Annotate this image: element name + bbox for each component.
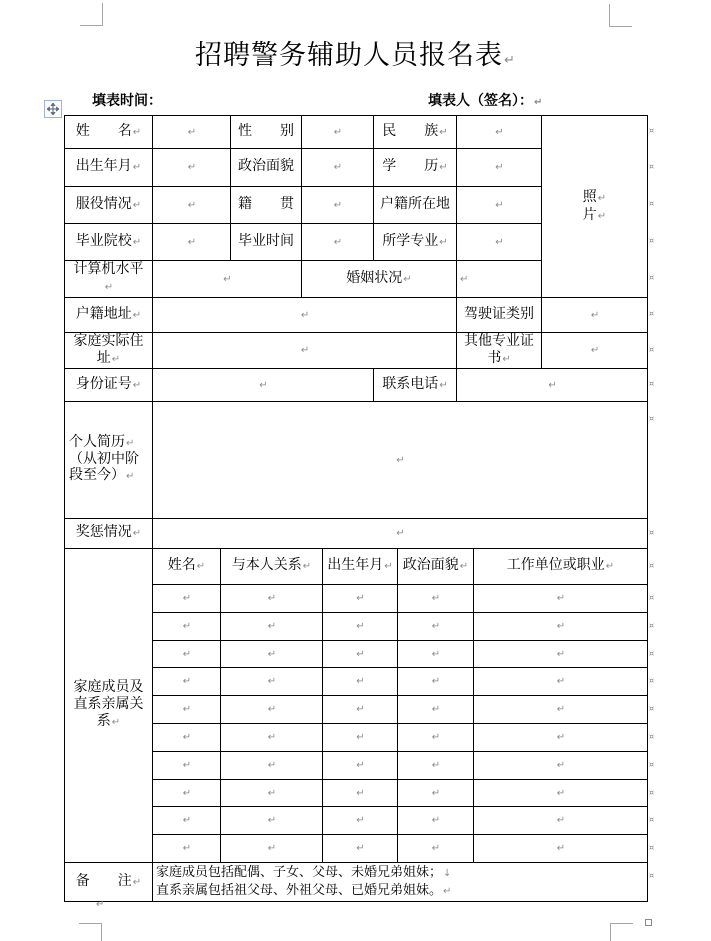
field-label-actual-address: 家庭实际住址↵: [65, 333, 153, 369]
field-label-other-certificates: 其他专业证书↵: [457, 333, 542, 369]
family-relation-cell[interactable]: ↵: [221, 668, 323, 696]
table-row: [65, 519, 648, 549]
family-name-cell[interactable]: ↵: [153, 723, 221, 751]
family-birth-cell[interactable]: ↵: [323, 723, 398, 751]
family-relation-cell[interactable]: ↵: [221, 640, 323, 668]
family-birth-cell[interactable]: ↵: [323, 612, 398, 640]
field-value-household-location[interactable]: ↵: [457, 187, 542, 224]
family-work-cell[interactable]: ↵: [474, 779, 648, 807]
field-label-driver-license: 驾驶证类别: [457, 298, 542, 333]
table-row: [65, 116, 648, 149]
family-political-cell[interactable]: ↵: [398, 640, 474, 668]
field-label-native-place: 籍 贯: [231, 187, 302, 224]
page-margin-mark-top-right: [609, 4, 632, 27]
family-col-header-relation: 与本人关系↵: [221, 549, 323, 585]
page-margin-mark-bottom-left: [79, 923, 102, 941]
page-title: 招聘警务辅助人员报名表↵: [195, 40, 516, 70]
field-label-graduate-school: 毕业院校↵: [65, 224, 153, 261]
remarks-content: 家庭成员包括配偶、子女、父母、未婚兄弟姐妹；↓ 直系亲属包括祖父母、外祖父母、已婚兄弟姐妹。↵: [153, 862, 648, 901]
registration-form-table: [64, 115, 648, 902]
field-value-name[interactable]: ↵: [153, 116, 231, 149]
family-political-cell[interactable]: ↵: [398, 835, 474, 863]
family-row: [65, 640, 648, 668]
family-col-header-birth: 出生年月↵: [323, 549, 398, 585]
family-work-cell[interactable]: ↵: [474, 751, 648, 779]
family-row: [65, 807, 648, 835]
field-label-resume: 个人简历↵ （从初中阶段至今）↵: [65, 402, 153, 519]
field-value-marital-status[interactable]: ↵: [457, 261, 542, 298]
field-label-education: 学 历↵: [374, 149, 457, 187]
field-label-phone: 联系电话↵: [374, 369, 457, 402]
field-value-phone[interactable]: ↵: [457, 369, 648, 402]
family-name-cell[interactable]: ↵: [153, 779, 221, 807]
family-name-cell[interactable]: ↵: [153, 807, 221, 835]
family-political-cell[interactable]: ↵: [398, 751, 474, 779]
filler-signature-label: 填表人（签名）：↵: [428, 92, 543, 108]
family-relation-cell[interactable]: ↵: [221, 696, 323, 724]
field-value-gender[interactable]: ↵: [302, 116, 374, 149]
family-name-cell[interactable]: ↵: [153, 696, 221, 724]
family-work-cell[interactable]: ↵: [474, 612, 648, 640]
table-row: [65, 862, 648, 901]
field-value-household-address[interactable]: ↵: [153, 298, 457, 333]
field-value-birth-date[interactable]: ↵: [153, 149, 231, 187]
field-value-military-service[interactable]: ↵: [153, 187, 231, 224]
after-table-pilcrow: ↵: [96, 899, 105, 910]
family-work-cell[interactable]: ↵: [474, 723, 648, 751]
field-label-computer-level: 计算机水平↵: [65, 261, 153, 298]
family-work-cell[interactable]: ↵: [474, 585, 648, 613]
table-row: [65, 369, 648, 402]
family-relation-cell[interactable]: ↵: [221, 723, 323, 751]
field-label-ethnicity: 民 族↵: [374, 116, 457, 149]
family-birth-cell[interactable]: ↵: [323, 696, 398, 724]
family-name-cell[interactable]: ↵: [153, 640, 221, 668]
family-birth-cell[interactable]: ↵: [323, 807, 398, 835]
field-label-military-service: 服役情况↵: [65, 187, 153, 224]
field-value-computer-level[interactable]: ↵: [153, 261, 302, 298]
family-col-header-work: 工作单位或职业↵: [474, 549, 648, 585]
family-political-cell[interactable]: ↵: [398, 723, 474, 751]
family-relation-cell[interactable]: ↵: [221, 751, 323, 779]
field-label-major: 所学专业↵: [374, 224, 457, 261]
family-name-cell[interactable]: ↵: [153, 585, 221, 613]
family-birth-cell[interactable]: ↵: [323, 640, 398, 668]
form-section-basic: [64, 115, 648, 298]
field-label-political-status: 政治面貌: [231, 149, 302, 187]
family-relation-cell[interactable]: ↵: [221, 585, 323, 613]
field-label-household-address: 户籍地址↵: [65, 298, 153, 333]
field-value-rewards-punishments[interactable]: ↵: [153, 519, 648, 549]
family-work-cell[interactable]: ↵: [474, 640, 648, 668]
field-value-graduate-school[interactable]: ↵: [153, 224, 231, 261]
line-break-mark: ↓: [443, 867, 452, 879]
fill-time-label: 填表时间：: [92, 92, 162, 108]
family-relation-cell[interactable]: ↵: [221, 612, 323, 640]
family-birth-cell[interactable]: ↵: [323, 835, 398, 863]
family-name-cell[interactable]: ↵: [153, 751, 221, 779]
family-birth-cell[interactable]: ↵: [323, 779, 398, 807]
field-label-family-section: 家庭成员及直系亲属关系↵: [65, 549, 153, 863]
field-label-graduation-time: 毕业时间: [231, 224, 302, 261]
field-label-remarks: 备 注↵: [65, 862, 153, 901]
field-value-driver-license[interactable]: ↵: [542, 298, 648, 333]
table-resize-handle[interactable]: [645, 919, 652, 926]
field-label-birth-date: 出生年月↵: [65, 149, 153, 187]
table-move-handle-icon[interactable]: [44, 100, 62, 118]
family-col-header-political: 政治面貌↵: [398, 549, 474, 585]
field-value-other-certificates[interactable]: ↵: [542, 333, 648, 369]
family-name-cell[interactable]: ↵: [153, 668, 221, 696]
family-row: [65, 751, 648, 779]
field-value-education[interactable]: ↵: [457, 149, 542, 187]
table-row: [65, 333, 648, 369]
family-row: [65, 668, 648, 696]
family-relation-cell[interactable]: ↵: [221, 835, 323, 863]
family-col-header-name: 姓名↵: [153, 549, 221, 585]
family-birth-cell[interactable]: ↵: [323, 585, 398, 613]
page-margin-mark-top-left: [80, 3, 103, 26]
form-section-family: [64, 548, 648, 863]
family-row: [65, 779, 648, 807]
form-section-remarks: [64, 862, 648, 902]
field-value-id-number[interactable]: ↵: [153, 369, 374, 402]
form-header-line: [64, 90, 646, 108]
family-work-cell[interactable]: ↵: [474, 696, 648, 724]
table-row: [65, 298, 648, 333]
move-arrows-icon: [47, 103, 59, 115]
form-section-contact: [64, 297, 648, 402]
family-name-cell[interactable]: ↵: [153, 612, 221, 640]
pilcrow-mark: ↵: [443, 885, 452, 897]
field-label-id-number: 身份证号↵: [65, 369, 153, 402]
pilcrow-mark: ↵: [504, 53, 516, 68]
family-work-cell[interactable]: ↵: [474, 668, 648, 696]
table-row: [65, 402, 648, 519]
family-political-cell[interactable]: ↵: [398, 585, 474, 613]
field-label-rewards-punishments: 奖惩情况↵: [65, 519, 153, 549]
family-relation-cell[interactable]: ↵: [221, 807, 323, 835]
document-page: 招聘警务辅助人员报名表↵ 填表时间： 填表人（签名）：↵ 姓 名↵ ↵ 性 别 ↵ 民 族↵ ↵ 照↵ 片↵ 出生年月↵ ↵ 政治面貌 ↵ 学 历↵ ↵ 服役情况↵ ↵ 籍 贯 ↵ 户籍所在地 ↵ 毕业院校↵ ↵ 毕业时间 ↵ 所学专业↵ ↵ 计算机水平↵ ↵ 婚姻状况↵ ↵ 户籍地址↵ ↵ 驾驶证类别 ↵ 家庭实际住址↵ ↵ 其他专业证书↵ ↵ 身份证号↵ ↵ 联系电话↵ ↵ 个人简历↵ （从初中阶段至今）↵ ↵ 奖惩情况↵ ↵ 家庭成员及直系亲属关系↵ 姓名↵ 与本人关系↵ 出生年月↵ 政治面貌↵ 工作单位或职业↵ ↵ ↵ ↵ ↵ ↵ ↵ ↵ ↵ ↵ ↵ ↵ ↵ ↵ ↵ ↵ ↵ ↵ ↵ ↵ ↵ ↵ ↵ ↵ ↵ ↵ ↵ ↵ ↵ ↵ ↵ ↵ ↵ ↵ ↵ ↵ ↵ ↵ ↵ ↵ ↵ ↵ ↵ ↵ ↵ ↵ ↵ ↵ ↵ ↵ ↵ 备 注↵ 家庭成员包括配偶、子女、父母、未婚兄弟姐妹；↓ 直系亲属包括祖父母、外祖父母、已婚兄弟姐妹。↵ ¤ ¤ ¤ ¤ ¤ ¤ ¤ ¤ ¤ ¤ ¤ ¤ ¤ ¤ ¤ ¤ ¤ ¤ ¤ ¤ ¤ ¤ ↵: [0, 0, 711, 940]
field-label-name: 姓 名↵: [65, 116, 153, 149]
field-value-political-status[interactable]: ↵: [302, 149, 374, 187]
family-row: [65, 585, 648, 613]
photo-cell[interactable]: 照↵ 片↵: [542, 116, 648, 298]
family-row: [65, 835, 648, 863]
field-value-resume[interactable]: ↵: [153, 402, 648, 519]
family-work-cell[interactable]: ↵: [474, 807, 648, 835]
family-relation-cell[interactable]: ↵: [221, 779, 323, 807]
family-political-cell[interactable]: ↵: [398, 807, 474, 835]
family-political-cell[interactable]: ↵: [398, 779, 474, 807]
family-header-row: [65, 549, 648, 585]
field-label-marital-status: 婚姻状况↵: [302, 261, 457, 298]
family-birth-cell[interactable]: ↵: [323, 751, 398, 779]
family-political-cell[interactable]: ↵: [398, 612, 474, 640]
field-value-graduation-time[interactable]: ↵: [302, 224, 374, 261]
family-work-cell[interactable]: ↵: [474, 835, 648, 863]
form-section-resume: [64, 401, 648, 549]
field-label-household-location: 户籍所在地: [374, 187, 457, 224]
family-name-cell[interactable]: ↵: [153, 835, 221, 863]
family-row: [65, 696, 648, 724]
family-row: [65, 723, 648, 751]
field-label-gender: 性 别: [231, 116, 302, 149]
family-political-cell[interactable]: ↵: [398, 696, 474, 724]
field-value-actual-address[interactable]: ↵: [153, 333, 457, 369]
family-birth-cell[interactable]: ↵: [323, 668, 398, 696]
field-value-major[interactable]: ↵: [457, 224, 542, 261]
pilcrow-mark: ↵: [534, 97, 543, 108]
family-political-cell[interactable]: ↵: [398, 668, 474, 696]
field-value-native-place[interactable]: ↵: [302, 187, 374, 224]
family-row: [65, 612, 648, 640]
field-value-ethnicity[interactable]: ↵: [457, 116, 542, 149]
page-margin-mark-bottom-right: [610, 923, 633, 941]
